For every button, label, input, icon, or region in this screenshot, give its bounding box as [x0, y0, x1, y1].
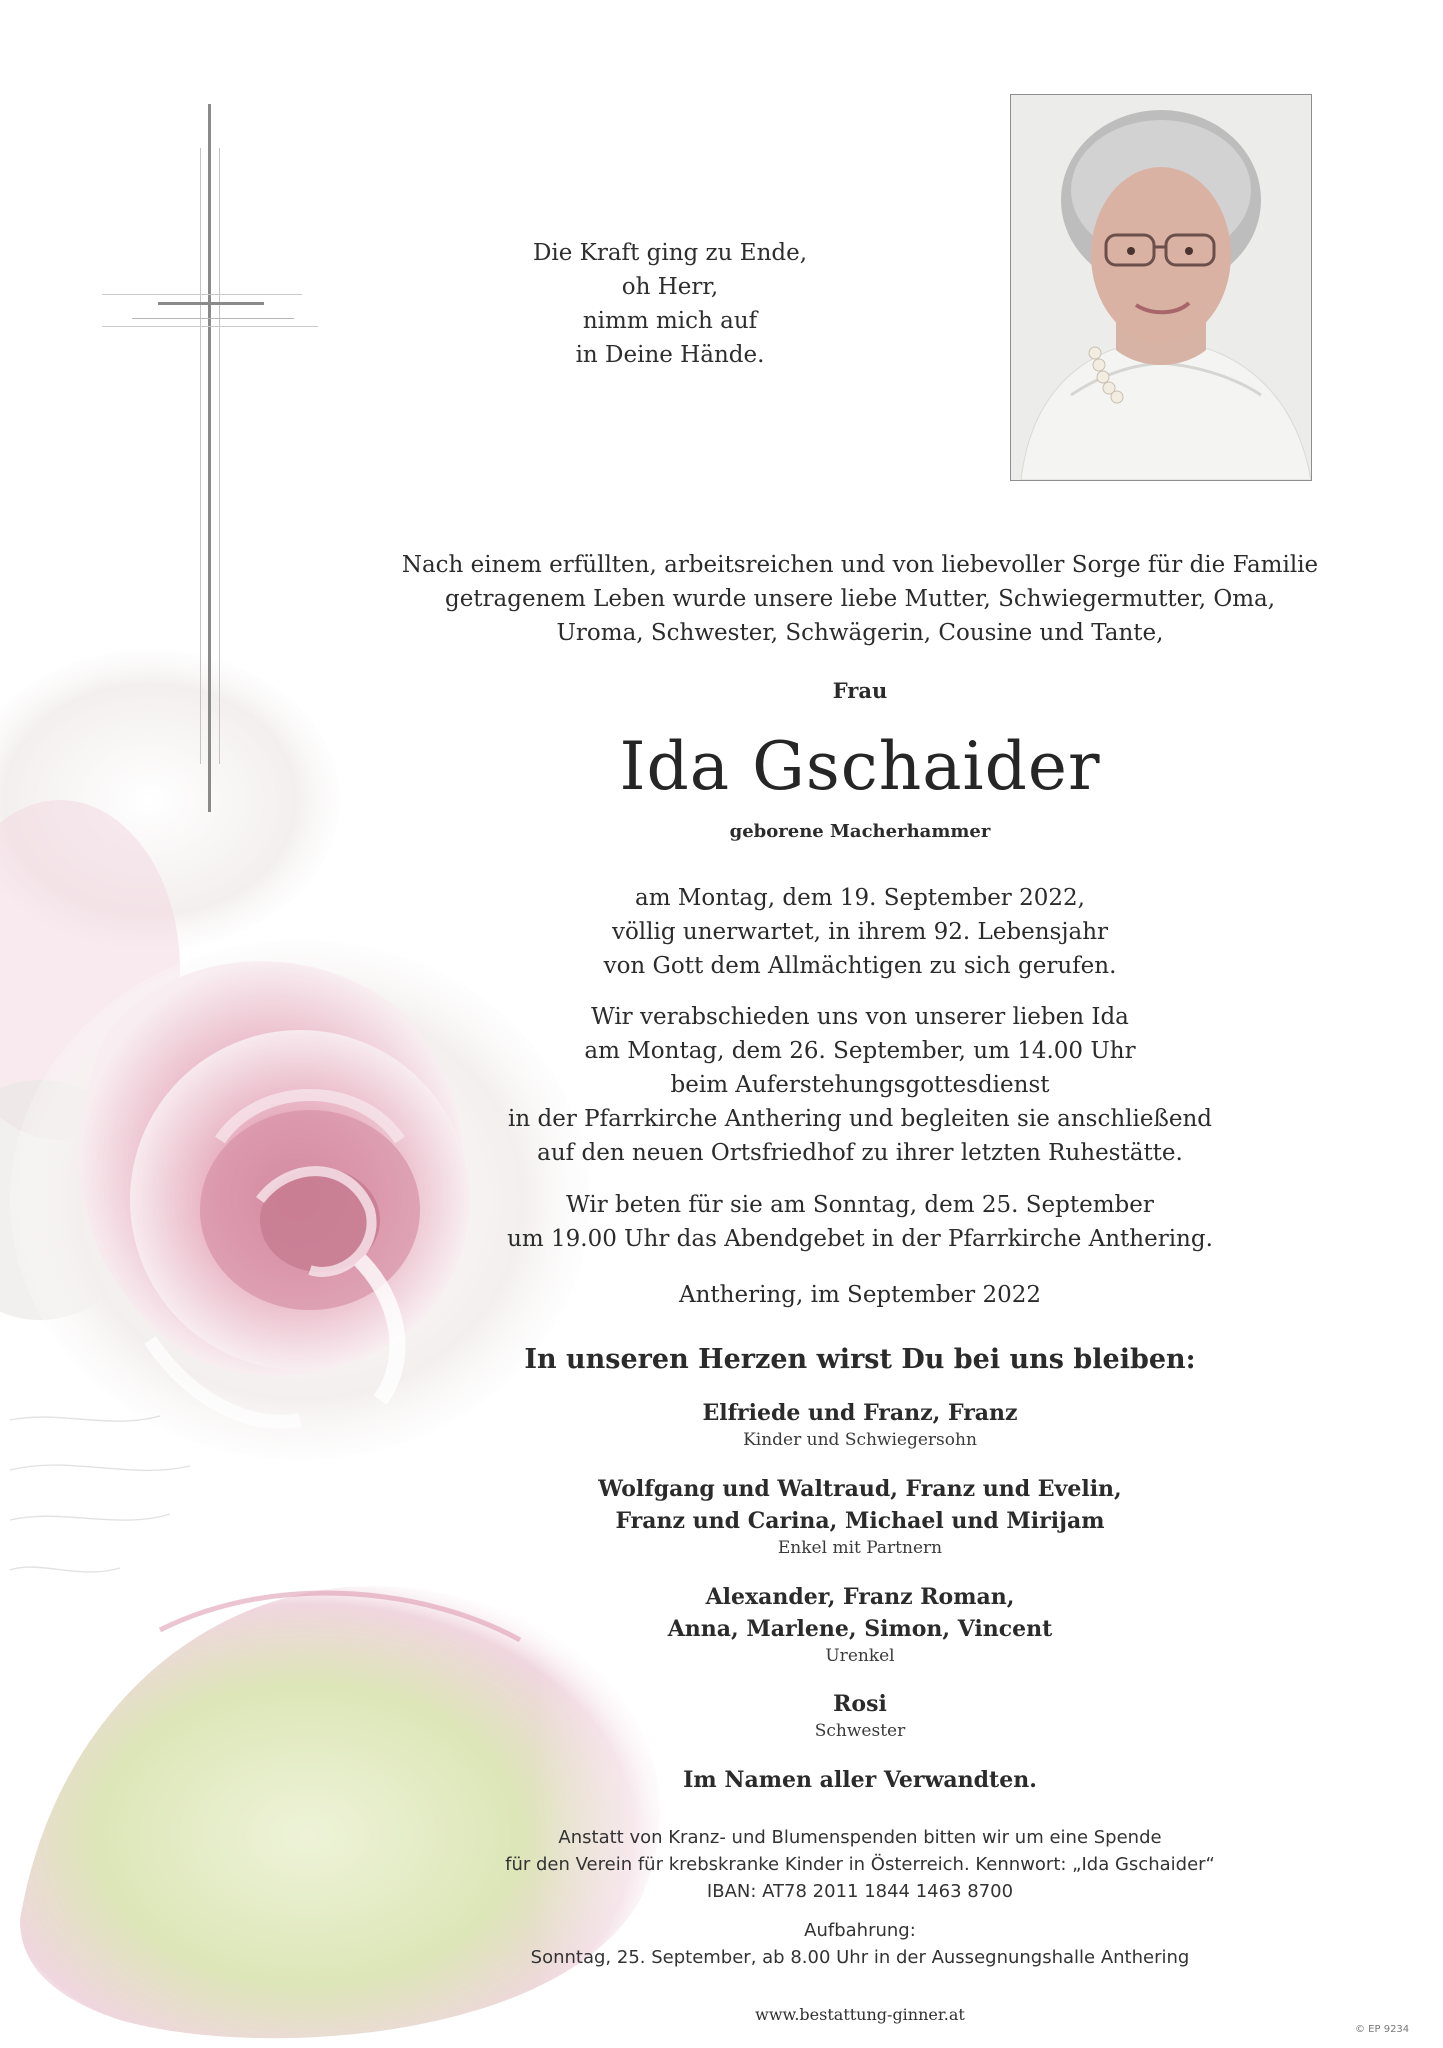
donation-note	[380, 1824, 1340, 1905]
donation-line: für den Verein für krebskranke Kinder in Österreich. Kennwort: „Ida Gschaider“	[505, 1854, 1215, 1875]
deceased-name: Ida Gschaider	[619, 728, 1101, 805]
donation-line: IBAN: AT78 2011 1844 1463 8700	[706, 1881, 1014, 1902]
death-notice-line: am Montag, dem 19. September 2022,	[635, 885, 1085, 911]
mourner-names	[380, 1581, 1340, 1645]
intro-line: Uroma, Schwester, Schwägerin, Cousine und Tante,	[556, 620, 1164, 646]
prayer-line: Wir beten für sie am Sonntag, dem 25. September	[566, 1192, 1154, 1218]
mourners-heading: In unseren Herzen wirst Du bei uns bleiben:	[524, 1344, 1196, 1375]
wake-title: Aufbahrung:	[804, 1920, 916, 1941]
wake-text: Sonntag, 25. September, ab 8.00 Uhr in der Aussegnungshalle Anthering	[530, 1947, 1190, 1968]
mourner-names-line: Rosi	[833, 1691, 887, 1717]
death-notice-line: von Gott dem Allmächtigen zu sich gerufen.	[603, 953, 1117, 979]
salutation: Frau	[832, 678, 888, 703]
intro-text	[380, 548, 1340, 650]
farewell-line: am Montag, dem 26. September, um 14.00 Uhr	[584, 1038, 1136, 1064]
portrait-photo	[1010, 94, 1312, 481]
poem-line: nimm mich auf	[582, 308, 758, 334]
farewell-line: beim Auferstehungsgottesdienst	[670, 1072, 1050, 1098]
mourner-group	[380, 1688, 1340, 1742]
poem	[470, 236, 870, 372]
mourner-role: Kinder und Schwiegersohn	[743, 1430, 977, 1450]
farewell-line: Wir verabschieden uns von unserer lieben Ida	[591, 1004, 1129, 1030]
mourner-role: Schwester	[814, 1721, 906, 1741]
mourner-role: Enkel mit Partnern	[777, 1538, 943, 1558]
farewell-line: in der Pfarrkirche Anthering und begleiten sie anschließend	[508, 1106, 1212, 1132]
mourner-names-line: Alexander, Franz Roman,	[705, 1584, 1015, 1610]
wake-info	[380, 1917, 1340, 1971]
mourner-names-line: Franz und Carina, Michael und Mirijam	[615, 1508, 1105, 1534]
mourner-names	[380, 1397, 1340, 1429]
poem-line: in Deine Hände.	[575, 342, 765, 368]
poem-line: Die Kraft ging zu Ende,	[532, 240, 808, 266]
mourner-group	[380, 1473, 1340, 1559]
death-notice	[380, 881, 1340, 983]
mourner-role: Urenkel	[825, 1646, 895, 1666]
prayer-notice	[380, 1188, 1340, 1256]
place-date: Anthering, im September 2022	[678, 1282, 1041, 1308]
mourner-names	[380, 1688, 1340, 1720]
mourner-group	[380, 1581, 1340, 1667]
intro-line: getragenem Leben wurde unsere liebe Mutter, Schwiegermutter, Oma,	[444, 586, 1276, 612]
mourner-names-line: Wolfgang und Waltraud, Franz und Evelin,	[598, 1476, 1122, 1502]
death-notice-line: völlig unerwartet, in ihrem 92. Lebensjahr	[611, 919, 1109, 945]
mourner-names	[380, 1473, 1340, 1537]
mourner-names-line: Elfriede und Franz, Franz	[702, 1400, 1018, 1426]
print-code: © EP 9234	[1355, 2024, 1410, 2035]
mourner-group	[380, 1397, 1340, 1451]
farewell-line: auf den neuen Ortsfriedhof zu ihrer letzten Ruhestätte.	[537, 1140, 1183, 1166]
closing-line: Im Namen aller Verwandten.	[683, 1767, 1037, 1793]
mourner-names-line: Anna, Marlene, Simon, Vincent	[667, 1616, 1053, 1642]
donation-line: Anstatt von Kranz- und Blumenspenden bitten wir um eine Spende	[558, 1827, 1162, 1848]
birth-name: geborene Macherhammer	[729, 821, 991, 842]
intro-line: Nach einem erfüllten, arbeitsreichen und von liebevoller Sorge für die Familie	[401, 552, 1319, 578]
farewell-notice	[380, 1000, 1340, 1170]
prayer-line: um 19.00 Uhr das Abendgebet in der Pfarrkirche Anthering.	[507, 1226, 1213, 1252]
website-link[interactable]: www.bestattung-ginner.at	[755, 2005, 965, 2024]
poem-line: oh Herr,	[621, 274, 719, 300]
